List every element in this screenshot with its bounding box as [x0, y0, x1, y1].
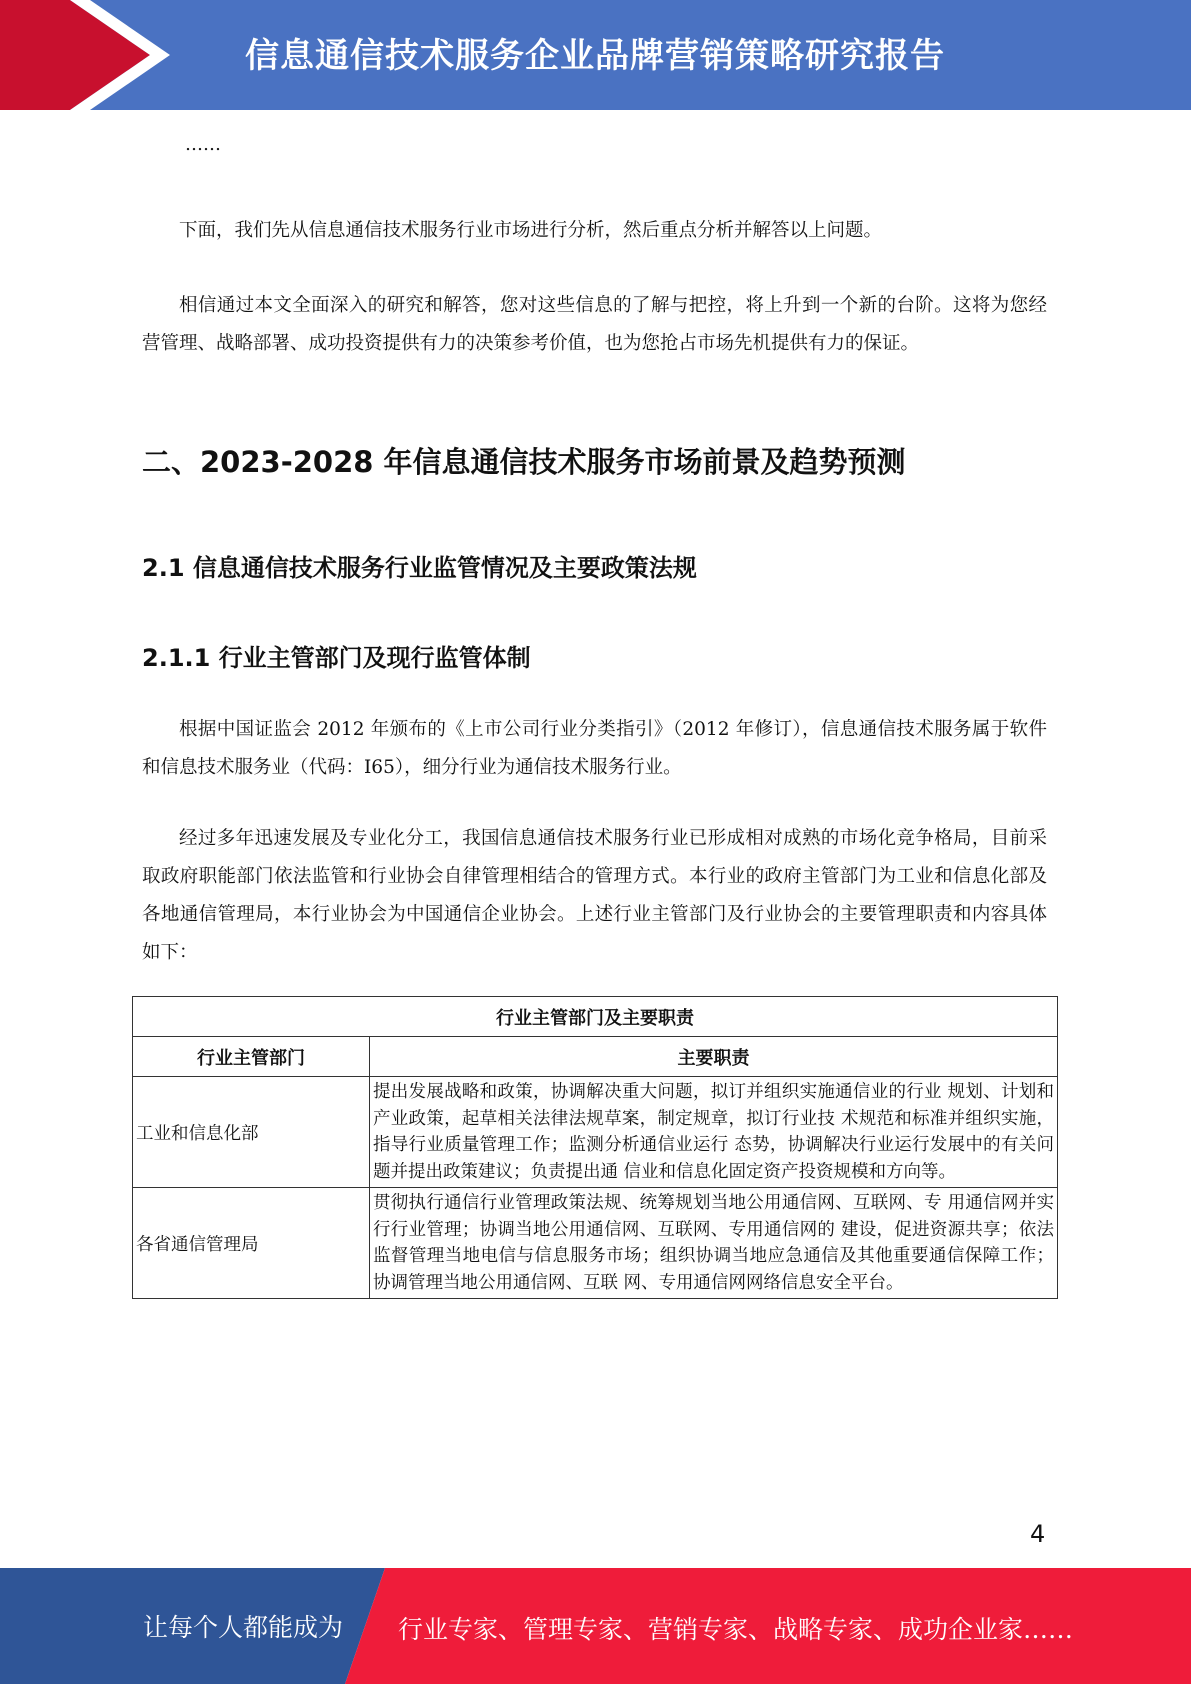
page-footer [0, 1568, 1191, 1684]
table-row [133, 1077, 1058, 1188]
table-title: 行业主管部门及主要职责 [133, 997, 1058, 1037]
intro-paragraph-2: 相信通过本文全面深入的研究和解答，您对这些信息的了解与把控，将上升到一个新的台阶。这将为您经营管理、战略部署、成功投资提供有力的决策参考价值，也为您抢占市场先机提供有力的保证。 [142, 295, 1047, 354]
header-title: 信息通信技术服务企业品牌营销策略研究报告 [245, 36, 945, 76]
section-heading-2-1: 2.1 信息通信技术服务行业监管情况及主要政策法规 [142, 554, 697, 582]
table-row [133, 1188, 1058, 1299]
ellipsis-text: …… [185, 134, 221, 155]
intro-paragraph-1: 下面，我们先从信息通信技术服务行业市场进行分析，然后重点分析并解答以上问题。 [179, 220, 883, 241]
table-cell-dept: 各省通信管理局 [133, 1188, 370, 1299]
regulatory-duties-table [132, 996, 1058, 1299]
page-header [0, 0, 1191, 110]
section-heading-2: 二、2023-2028 年信息通信技术服务市场前景及趋势预测 [142, 445, 906, 479]
table-header-dept: 行业主管部门 [133, 1037, 370, 1077]
table-header-duty: 主要职责 [370, 1037, 1058, 1077]
table-cell-duty: 提出发展战略和政策，协调解决重大问题，拟订并组织实施通信业的行业 规划、计划和产业政策，起草相关法律法规草案，制定规章，拟订行业技 术规范和标准并组织实施，指导行业质量管理工作；监测分析通信业运行 态势，协调解决行业运行发展中的有关问题并提出政策建议；负责提出通 信业和信息化固定资产投资规模和方向等。 [370, 1077, 1058, 1188]
footer-slogan-right: 行业专家、管理专家、营销专家、战略专家、成功企业家…… [398, 1615, 1074, 1644]
section-heading-2-1-1: 2.1.1 行业主管部门及现行监管体制 [142, 644, 531, 672]
table-cell-duty: 贯彻执行通信行业管理政策法规、统筹规划当地公用通信网、互联网、专 用通信网并实行行业管理；协调当地公用通信网、互联网、专用通信网的 建设，促进资源共享；依法监督管理当地电信与信息服务市场；组织协调当地应急通信及其他重要通信保障工作；协调管理当地公用通信网、互联 网、专用通信网网络信息安全平台。 [370, 1188, 1058, 1299]
footer-slogan-left: 让每个人都能成为 [143, 1613, 344, 1642]
regulation-paragraph-1: 根据中国证监会 2012 年颁布的《上市公司行业分类指引》（2012 年修订），信息通信技术服务属于软件和信息技术服务业（代码：I65），细分行业为通信技术服务行业。 [142, 719, 1047, 778]
regulation-paragraph-2: 经过多年迅速发展及专业化分工，我国信息通信技术服务行业已形成相对成熟的市场化竞争格局，目前采取政府职能部门依法监管和行业协会自律管理相结合的管理方式。本行业的政府主管部门为工业和信息化部及各地通信管理局，本行业协会为中国通信企业协会。上述行业主管部门及行业协会的主要管理职责和内容具体如下： [142, 828, 1047, 963]
table-cell-dept: 工业和信息化部 [133, 1077, 370, 1188]
page-number: 4 [1030, 1520, 1046, 1548]
